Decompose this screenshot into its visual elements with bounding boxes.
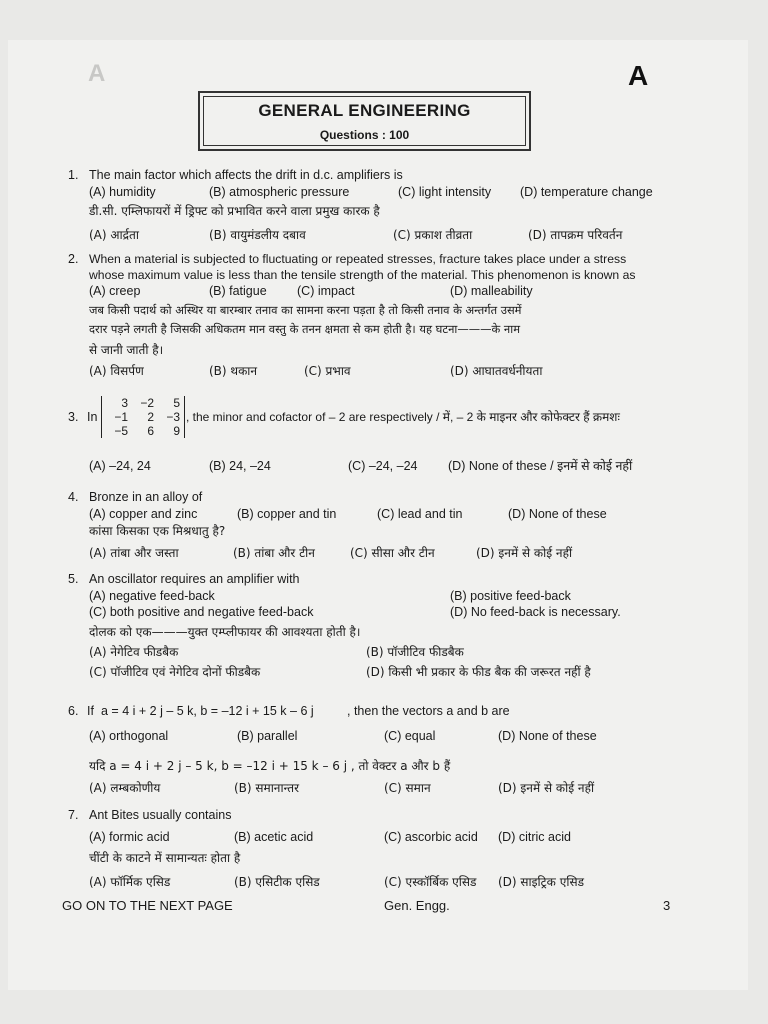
booklet-series-faint: A bbox=[88, 60, 106, 87]
q6-hindi-option-a: (A) लम्बकोणीय bbox=[89, 781, 161, 795]
q5-hindi-option-d: (D) किसी भी प्रकार के फीड बैक की जरूरत नहीं है bbox=[366, 665, 591, 679]
matrix-cell: −3 bbox=[166, 410, 180, 424]
q6-hindi-stem: यदि a = 4 i + 2 j – 5 k, b = –12 i + 15 k – 6 j , तो वेक्टर a और b हैं bbox=[89, 759, 451, 773]
q7-hindi-stem: चींटी के काटने में सामान्यतः होता है bbox=[89, 851, 241, 865]
q2-hindi-line3: से जानी जाती है। bbox=[89, 343, 164, 357]
q2-hindi-option-a: (A) विसर्पण bbox=[89, 364, 144, 378]
q7-stem: Ant Bites usually contains bbox=[89, 808, 232, 822]
q4-option-a: (A) copper and zinc bbox=[89, 507, 198, 521]
next-page-notice: GO ON TO THE NEXT PAGE bbox=[62, 898, 233, 913]
q6-if: If bbox=[87, 704, 94, 718]
q2-stem-line1: When a material is subjected to fluctuating or repeated stresses, fracture takes place under a stress bbox=[89, 252, 627, 266]
q6-option-d: (D) None of these bbox=[498, 729, 597, 743]
matrix-row bbox=[102, 410, 184, 424]
q5-option-c: (C) both positive and negative feed-back bbox=[89, 605, 314, 619]
q2-hindi-option-c: (C) प्रभाव bbox=[304, 364, 351, 378]
q6-hindi-option-c: (C) समान bbox=[384, 781, 431, 795]
q1-hindi-option-d: (D) तापक्रम परिवर्तन bbox=[528, 228, 623, 242]
q3-stem: , the minor and cofactor of – 2 are respectively / में, – 2 के माइनर और कोफेक्टर हैं क्रमशः bbox=[186, 410, 620, 424]
q3-option-c: (C) –24, –24 bbox=[348, 459, 418, 473]
q2-option-a: (A) creep bbox=[89, 284, 141, 298]
q2-stem-line2: whose maximum value is less than the tensile strength of the material. This phenomenon is known as bbox=[89, 268, 636, 282]
q5-hindi-option-b: (B) पॉजीटिव फीडबैक bbox=[366, 645, 464, 659]
q2-hindi-option-d: (D) आघातवर्धनीयता bbox=[450, 364, 543, 378]
section-header-box bbox=[198, 91, 531, 151]
matrix-cell: −1 bbox=[114, 410, 128, 424]
q5-option-a: (A) negative feed-back bbox=[89, 589, 215, 603]
q4-option-c: (C) lead and tin bbox=[377, 507, 463, 521]
q2-hindi-line2: दरार पड़ने लगती है जिसकी अधिकतम मान वस्तु के तनन क्षमता से कम होती है। यह घटना———के नाम bbox=[89, 322, 521, 336]
q6-option-c: (C) equal bbox=[384, 729, 436, 743]
q5-stem: An oscillator requires an amplifier with bbox=[89, 572, 300, 586]
footer-subject: Gen. Engg. bbox=[384, 898, 450, 913]
matrix-cell: −5 bbox=[114, 424, 128, 438]
q2-option-b: (B) fatigue bbox=[209, 284, 267, 298]
q1-hindi-option-b: (B) वायुमंडलीय दबाव bbox=[209, 228, 306, 242]
q1-option-a: (A) humidity bbox=[89, 185, 156, 199]
q3-prefix: In bbox=[87, 410, 98, 424]
matrix-cell: −2 bbox=[140, 396, 154, 410]
q3-number: 3. bbox=[68, 410, 79, 424]
page-number: 3 bbox=[663, 898, 671, 913]
q7-option-d: (D) citric acid bbox=[498, 830, 571, 844]
q1-number: 1. bbox=[68, 168, 79, 182]
q6-vector-definitions: a = 4 i + 2 j – 5 k, b = –12 i + 15 k – 6 j bbox=[101, 704, 314, 718]
q5-option-b: (B) positive feed-back bbox=[450, 589, 571, 603]
q4-hindi-option-c: (C) सीसा और टीन bbox=[350, 546, 435, 560]
q5-number: 5. bbox=[68, 572, 79, 586]
q2-hindi-line1: जब किसी पदार्थ को अस्थिर या बारम्बार तनाव का सामना करना पड़ता है तो किसी तनाव के अन्तर्गत उसमें bbox=[89, 303, 522, 317]
q2-hindi-option-b: (B) थकान bbox=[209, 364, 258, 378]
question-count: Questions : 100 bbox=[319, 128, 410, 142]
matrix-cell: 3 bbox=[121, 396, 128, 410]
q5-hindi-option-a: (A) नेगेटिव फीडबैक bbox=[89, 645, 179, 659]
q7-hindi-option-d: (D) साइट्रिक एसिड bbox=[498, 875, 584, 889]
q3-option-d: (D) None of these / इनमें से कोई नहीं bbox=[448, 459, 633, 473]
q1-hindi-option-c: (C) प्रकाश तीव्रता bbox=[393, 228, 473, 242]
q7-hindi-option-b: (B) एसिटीक एसिड bbox=[234, 875, 320, 889]
matrix-cell: 9 bbox=[173, 424, 180, 438]
q2-number: 2. bbox=[68, 252, 79, 266]
q4-hindi-option-d: (D) इनमें से कोई नहीं bbox=[476, 546, 573, 560]
q6-stem-tail: , then the vectors a and b are bbox=[347, 704, 510, 718]
q1-option-c: (C) light intensity bbox=[398, 185, 492, 199]
q4-number: 4. bbox=[68, 490, 79, 504]
q7-hindi-option-c: (C) एस्कॉर्बिक एसिड bbox=[384, 875, 477, 889]
matrix-cell: 6 bbox=[147, 424, 154, 438]
q7-number: 7. bbox=[68, 808, 79, 822]
q5-hindi-stem: दोलक को एक———युक्त एम्प्लीफायर की आवश्यता होती है। bbox=[89, 625, 361, 639]
q1-stem: The main factor which affects the drift in d.c. amplifiers is bbox=[89, 168, 403, 182]
q1-hindi-stem: डी.सी. एम्लिफायरों में ड्रिफ्ट को प्रभावित करने वाला प्रमुख कारक है bbox=[89, 204, 380, 218]
q7-option-b: (B) acetic acid bbox=[234, 830, 314, 844]
q4-hindi-option-b: (B) तांबा और टीन bbox=[233, 546, 315, 560]
q7-hindi-option-a: (A) फॉर्मिक एसिड bbox=[89, 875, 171, 889]
q7-option-a: (A) formic acid bbox=[89, 830, 170, 844]
q5-hindi-option-c: (C) पॉजीटिव एवं नेगेटिव दोनों फीडबैक bbox=[89, 665, 261, 679]
section-title: GENERAL ENGINEERING bbox=[258, 101, 471, 120]
q1-option-b: (B) atmospheric pressure bbox=[209, 185, 350, 199]
q3-option-b: (B) 24, –24 bbox=[209, 459, 271, 473]
q6-option-a: (A) orthogonal bbox=[89, 729, 169, 743]
matrix-cell: 5 bbox=[173, 396, 180, 410]
matrix-row bbox=[102, 396, 184, 410]
q4-hindi-stem: कांसा किसका एक मिश्रधातु है? bbox=[89, 524, 226, 538]
q6-option-b: (B) parallel bbox=[237, 729, 298, 743]
q1-hindi-option-a: (A) आर्द्रता bbox=[89, 228, 139, 242]
q7-option-c: (C) ascorbic acid bbox=[384, 830, 478, 844]
booklet-series: A bbox=[628, 60, 649, 91]
q4-option-d: (D) None of these bbox=[508, 507, 607, 521]
q4-stem: Bronze in an alloy of bbox=[89, 490, 203, 504]
q3-determinant bbox=[101, 396, 185, 438]
q5-option-d: (D) No feed-back is necessary. bbox=[450, 605, 621, 619]
q4-hindi-option-a: (A) तांबा और जस्ता bbox=[89, 546, 179, 560]
matrix-row bbox=[102, 424, 184, 438]
q6-hindi-option-d: (D) इनमें से कोई नहीं bbox=[498, 781, 595, 795]
q1-option-d: (D) temperature change bbox=[520, 185, 653, 199]
q2-option-c: (C) impact bbox=[297, 284, 355, 298]
q6-hindi-option-b: (B) समानान्तर bbox=[234, 781, 300, 795]
q4-option-b: (B) copper and tin bbox=[237, 507, 337, 521]
q6-number: 6. bbox=[68, 704, 79, 718]
q2-option-d: (D) malleability bbox=[450, 284, 533, 298]
q3-option-a: (A) –24, 24 bbox=[89, 459, 151, 473]
matrix-cell: 2 bbox=[147, 410, 154, 424]
